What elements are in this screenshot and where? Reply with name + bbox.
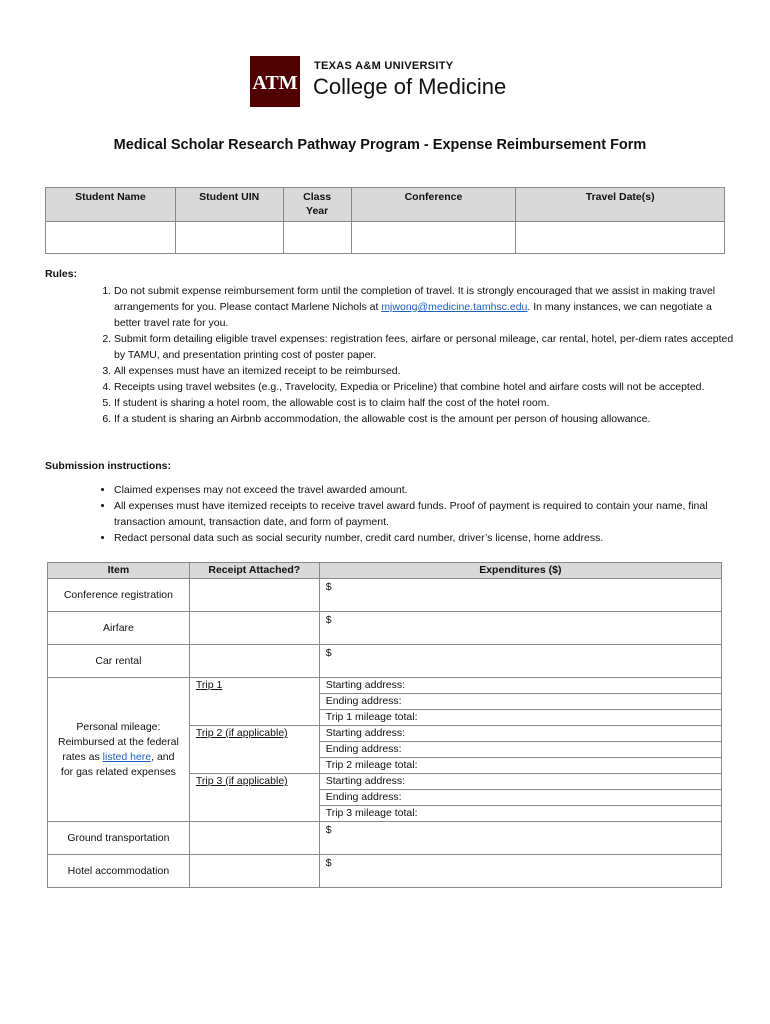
expenditure-cell[interactable]: $	[319, 579, 721, 612]
trip1-total[interactable]: Trip 1 mileage total:	[319, 710, 721, 726]
trip2-total[interactable]: Trip 2 mileage total:	[319, 758, 721, 774]
header-travel-dates: Travel Date(s)	[516, 188, 725, 222]
rule-text: . In many instances, we can negotiate a better travel rate for you.	[114, 301, 712, 329]
expenditure-cell[interactable]: $	[319, 612, 721, 645]
student-name-field[interactable]	[46, 222, 176, 254]
atm-logo-icon	[250, 56, 300, 107]
submission-item: • Claimed expenses may not exceed the travel awarded amount.	[114, 482, 734, 498]
rule-text: Do not submit expense reimbursement form until the completion of travel. It is strongly encouraged that we assist in making travel arrangements for you. Please contact Marlene Nichols at	[114, 285, 716, 313]
mileage-text: , and for gas related expenses	[60, 750, 176, 778]
rules-list	[90, 283, 734, 427]
student-uin-field[interactable]	[175, 222, 283, 254]
college-name: College of Medicine	[313, 74, 507, 99]
trip3-start[interactable]: Starting address:	[319, 774, 721, 790]
header-item: Item	[48, 563, 190, 579]
expenditure-cell[interactable]: $	[319, 855, 721, 888]
rule-item: 2. Submit form detailing eligible travel expenses: registration fees, airfare or personal mileage, car rental, hotel, per-diem rates accepted by TAMU, and presentation printing cost of poster paper.	[114, 331, 734, 363]
rule-item: 5. If student is sharing a hotel room, the allowable cost is to claim half the cost of the hotel room.	[114, 395, 734, 411]
receipt-cell[interactable]	[189, 612, 319, 645]
item-airfare: Airfare	[48, 612, 190, 645]
receipt-cell[interactable]	[189, 822, 319, 855]
rule-item	[114, 283, 734, 331]
class-year-field[interactable]	[283, 222, 351, 254]
submission-item: • All expenses must have itemized receipts to receive travel award funds. Proof of payment is required to contain your name, final transaction amount, transaction date, and form of payment.	[114, 498, 734, 530]
submission-item: • Redact personal data such as social security number, credit card number, driver’s license, home address.	[114, 530, 734, 546]
trip-1-receipt[interactable]: Trip 1	[189, 678, 319, 726]
trip3-end[interactable]: Ending address:	[319, 790, 721, 806]
conference-field[interactable]	[351, 222, 516, 254]
receipt-cell[interactable]	[189, 579, 319, 612]
travel-dates-field[interactable]	[516, 222, 725, 254]
submission-list	[90, 482, 734, 546]
receipt-cell[interactable]	[189, 645, 319, 678]
trip1-end[interactable]: Ending address:	[319, 694, 721, 710]
item-car-rental: Car rental	[48, 645, 190, 678]
item-conference-registration: Conference registration	[48, 579, 190, 612]
trip2-start[interactable]: Starting address:	[319, 726, 721, 742]
header-class-year: Class Year	[283, 188, 351, 222]
header-expenditures: Expenditures ($)	[319, 563, 721, 579]
header-conference: Conference	[351, 188, 516, 222]
mileage-text: Personal mileage: Reimbursed at the federal rates as	[58, 720, 179, 763]
trip2-end[interactable]: Ending address:	[319, 742, 721, 758]
trip1-start[interactable]: Starting address:	[319, 678, 721, 694]
student-info-table	[45, 187, 725, 254]
form-title: Medical Scholar Research Pathway Program - Expense Reimbursement Form	[113, 137, 647, 153]
expenditure-cell[interactable]: $	[319, 645, 721, 678]
header-receipt: Receipt Attached?	[189, 563, 319, 579]
header-student-uin: Student UIN	[175, 188, 283, 222]
trip3-total[interactable]: Trip 3 mileage total:	[319, 806, 721, 822]
expenditure-cell[interactable]: $	[319, 822, 721, 855]
receipt-cell[interactable]	[189, 855, 319, 888]
logo-letters: ATM	[252, 72, 298, 94]
rule-item: 6. If a student is sharing an Airbnb accommodation, the allowable cost is the amount per person of housing allowance.	[114, 411, 734, 427]
rule-item: 3. All expenses must have an itemized receipt to be reimbursed.	[114, 363, 734, 379]
item-hotel-accommodation: Hotel accommodation	[48, 855, 190, 888]
expense-table	[47, 562, 722, 888]
trip-3-receipt[interactable]: Trip 3 (if applicable)	[189, 774, 319, 822]
trip-2-receipt[interactable]: Trip 2 (if applicable)	[189, 726, 319, 774]
university-name: TEXAS A&M UNIVERSITY	[314, 60, 454, 72]
contact-email-link[interactable]: mjwong@medicine.tamhsc.edu	[381, 301, 528, 313]
item-ground-transportation: Ground transportation	[48, 822, 190, 855]
item-personal-mileage	[48, 678, 190, 822]
header-student-name: Student Name	[46, 188, 176, 222]
rules-label: Rules:	[45, 268, 78, 280]
rule-item: 4. Receipts using travel websites (e.g., Travelocity, Expedia or Priceline) that combine hotel and airfare costs will not be accepted.	[114, 379, 734, 395]
tamu-logo	[250, 56, 300, 107]
submission-label: Submission instructions:	[45, 460, 172, 472]
mileage-rates-link[interactable]: listed here	[102, 750, 152, 763]
